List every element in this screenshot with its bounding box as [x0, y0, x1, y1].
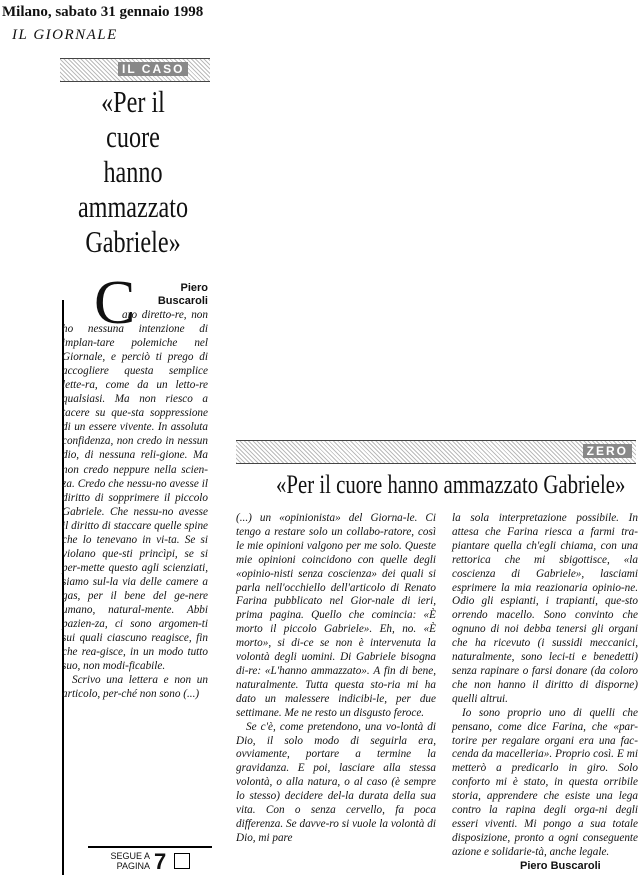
continuation-box	[88, 846, 212, 874]
paragraph: la sola interpretazione possibile. In attesa che Farina riesca a farmi tra-piantare quella ch'egli chiama, con una rettorica che mi sbigottisce, «la coscienza di Gabriele», lasciami esprimere la mia reazionaria opinio-ne. Odio gli espianti, i trapianti, que-sto orrendo macello. Sono convinto che ognuno di noi debba tenersi gli organi che ha ricevuto (i sussidi meccanici, naturalmente, sono leci-ti e benedetti) senza rapinare o farsi donare (da coloro che non hanno il diritto di disporne) quelli altrui.	[452, 512, 638, 705]
article-column-1	[62, 308, 208, 701]
author-last-name: Buscaroli	[157, 295, 208, 307]
paragraph: Se c'è, come pretendono, una vo-lontà di Dio, il solo modo di seguirla era, ovviamente, portare a termine la gravidanza. E poi, lasciare alla stessa volontà, o alla natura, o al caso (è sempre lo stesso) decidere del-la durata della sua vita. Con o senza cervello, fa poca differenza. Se davve-ro si vuole la volontà di Dio, mi pare	[236, 720, 436, 844]
section-band-top	[60, 58, 210, 82]
article-column-3	[452, 512, 638, 860]
section-label-second: ZERO	[583, 444, 632, 458]
paragraph: (...) un «opinionista» del Giorna-le. Ci tengo a restare solo un collabo-ratore, così le mie opinioni valgono per me solo. Queste mie opinioni coincidono con quelle degli «opinio-nisti senza coscienza» dei quali si parla nell'occhiello dell'articolo di Renato Farina pubblicato nel Gior-nale di ieri, prima pagina. Quello che comincia: «È morto il piccolo Gabriele». Eh, no. «È morto», si di-ce se non è intervenuta la volontà degli uomini. Di Gabriele bisogna di-re: «L'hanno ammazzato». A fin di bene, naturalmente. Tutta questa sto-ria mi ha dato un malessere indicibi-le, per due settimane. Me ne resto un disgusto feroce.	[236, 512, 436, 719]
paragraph: aro diretto-re, non ho nessuna intenzione di implan-tare polemiche nel Giornale, e perciò ti prego di accogliere questa semplice lette-ra, come da un letto-re qualsiasi. Ma non riesco a tacere su que-sta soppressione di un essere vivente. In assoluta confidenza, non credo in nessun dio, di nessuna reli-gione. Ma non credo neppure nella scien-za. Credo che nessu-no avesse il diritto di sopprimere il piccolo Gabriele. Che nessu-no avesse il diritto di staccare quelle spine che lo tenevano in vi-ta. Se si violano que-sti princìpi, se si per-mette questo agli scienziati, siamo sul-la via delle camere a gas, per il bene del ge-nere umano, natural-mente. Abbi pazien-za, ci sono argomen-ti sui quali ciascuno reagisce, fin che rea-gisce, in un modo tutto suo, non modi-ficabile.	[62, 309, 208, 673]
drop-cap: C	[94, 269, 136, 337]
paragraph: Io sono proprio uno di quelli che pensano, come dice Farina, che «par-torire per regalare organi era una fac-cenda da macelleria». Proprio così. E mi metterò a predicarlo in giro. Solo conforto mi è stato, in questa orribile storia, apprendere che esiste una lega contro la rapina degli orga-ni degli esseri viventi. Mi pongo a sua totale disposizione, pronto a ogni conseguente azione e solidarie-tà, anche legale.	[452, 706, 638, 858]
author-first-name: Piero	[180, 282, 208, 294]
article-column-2	[236, 512, 436, 846]
paragraph: Scrivo una lettera e non un articolo, per-ché non sono (...)	[62, 674, 208, 701]
newspaper-name: IL GIORNALE	[12, 27, 118, 43]
page-marker-box	[174, 853, 190, 869]
continuation-page: 7	[154, 849, 167, 874]
headline-first: «Per il cuore hanno ammazzato Gabriele»	[77, 84, 189, 259]
section-label: IL CASO	[118, 62, 188, 76]
section-band-second	[236, 440, 636, 464]
continuation-label: SEGUE A PAGINA	[110, 851, 150, 871]
headline-second: «Per il cuore hanno ammazzato Gabriele»	[276, 470, 626, 499]
dateline: Milano, sabato 31 gennaio 1998	[2, 4, 204, 20]
signature: Piero Buscaroli	[520, 860, 601, 872]
